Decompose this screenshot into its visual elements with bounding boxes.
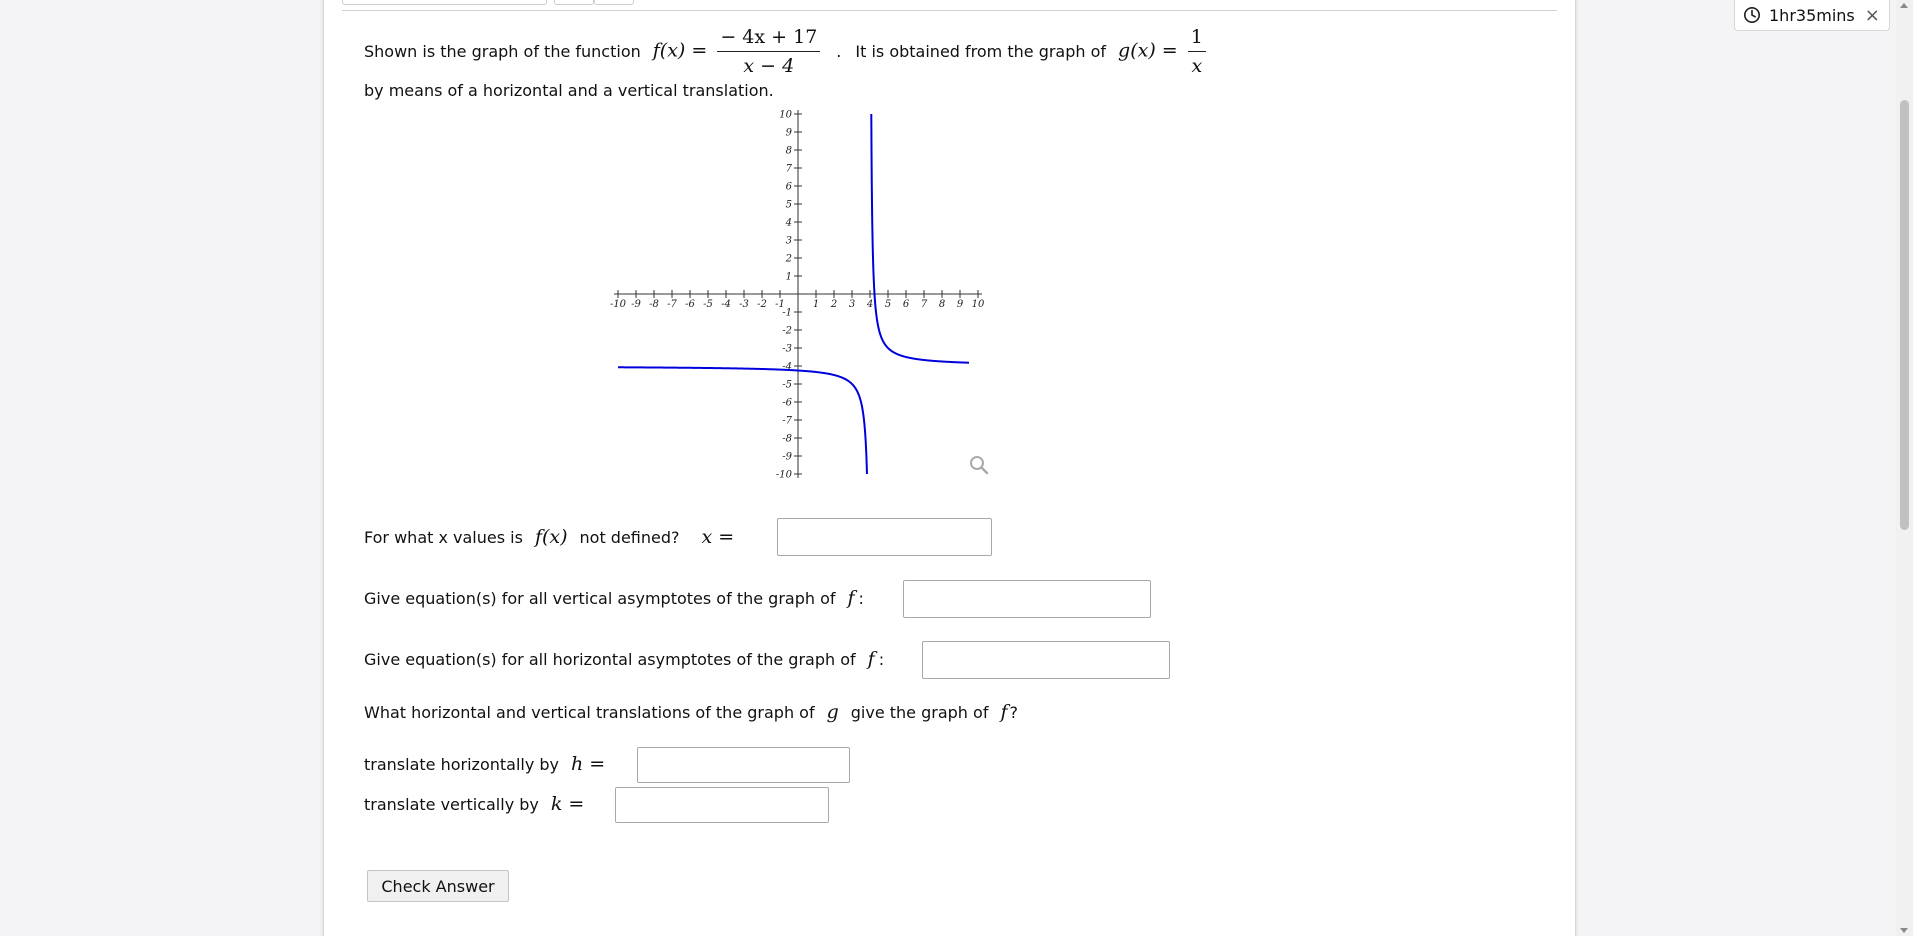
curve-left-branch <box>618 367 867 474</box>
q4-text1: What horizontal and vertical translations of the graph of <box>364 702 815 722</box>
close-icon[interactable]: × <box>1864 4 1880 26</box>
tab-stub-right <box>594 0 634 5</box>
timer-widget <box>1734 0 1890 31</box>
y-tick-label: 3 <box>785 235 792 247</box>
y-tick-label: -7 <box>782 415 792 427</box>
f-denominator: x − 4 <box>743 55 795 77</box>
x-tick-label: 2 <box>830 299 838 310</box>
y-tick-label: -4 <box>782 361 792 373</box>
x-tick-label: 9 <box>956 299 964 310</box>
page-scrollbar[interactable] <box>1896 0 1913 936</box>
y-tick-label: -5 <box>782 379 792 391</box>
y-tick-label: -1 <box>782 307 792 319</box>
x-tick-label: -3 <box>739 299 749 310</box>
q3-f: f <box>867 648 875 670</box>
q1-f-expr: f(x) <box>534 526 568 548</box>
f-fraction <box>717 26 820 77</box>
clock-icon <box>1743 6 1761 24</box>
vertical-asymptote-input[interactable] <box>903 580 1151 618</box>
x-tick-label: 6 <box>902 299 910 310</box>
y-tick-label: -9 <box>782 451 792 463</box>
g-denominator: x <box>1191 55 1203 77</box>
x-tick-label: 10 <box>971 299 985 310</box>
h-var: h = <box>571 753 606 775</box>
q4-line <box>364 701 1018 723</box>
magnifier-icon[interactable] <box>967 453 991 477</box>
y-tick-label: 6 <box>785 181 792 193</box>
x-tick-label: -4 <box>721 299 731 310</box>
k-var: k = <box>550 793 585 815</box>
y-tick-label: -6 <box>782 397 792 409</box>
intro-shown-text: Shown is the graph of the function <box>364 42 641 61</box>
x-tick-label: -7 <box>667 299 677 310</box>
x-tick-label: -5 <box>703 299 713 310</box>
y-tick-label: 5 <box>785 199 792 211</box>
q3-line <box>364 648 884 670</box>
g-numerator: 1 <box>1188 26 1206 52</box>
axis-tick-labels <box>610 110 985 481</box>
g-fraction <box>1188 26 1206 77</box>
intro-period: . <box>836 42 842 61</box>
tab-stub-left <box>342 0 547 5</box>
q2-text: Give equation(s) for all vertical asymptotes of the graph of <box>364 588 836 608</box>
y-tick-label: -3 <box>782 343 792 355</box>
x-tick-label: -9 <box>631 299 641 310</box>
x-undefined-input[interactable] <box>777 518 992 556</box>
scroll-thumb[interactable] <box>1900 100 1909 530</box>
f-lhs: f(x) = <box>652 39 708 62</box>
h-row-text: translate horizontally by <box>364 754 560 774</box>
h-row <box>364 753 617 775</box>
x-tick-label: -8 <box>649 299 659 310</box>
f-definition <box>653 26 825 77</box>
q2-f: f <box>847 587 855 609</box>
q4-g: g <box>826 701 839 723</box>
x-tick-label: -10 <box>609 299 627 310</box>
function-graph <box>598 96 998 486</box>
intro-obtained-text: It is obtained from the graph of <box>855 42 1107 61</box>
y-tick-label: -2 <box>782 325 792 337</box>
y-tick-label: 1 <box>785 271 792 283</box>
x-tick-label: 7 <box>920 299 928 310</box>
y-tick-label: -8 <box>782 433 792 445</box>
x-tick-label: 3 <box>848 299 856 310</box>
scroll-up-arrow[interactable] <box>1900 3 1908 8</box>
f-numerator: − 4x + 17 <box>717 26 820 52</box>
axis-ticks <box>614 110 982 478</box>
y-tick-label: 10 <box>779 109 792 121</box>
x-tick-label: -2 <box>757 299 767 310</box>
q1-x-eq: x = <box>701 526 735 548</box>
y-tick-label: 7 <box>785 163 792 175</box>
g-lhs: g(x) = <box>1118 39 1178 62</box>
x-tick-label: 4 <box>866 299 874 310</box>
vertical-shift-input[interactable] <box>615 787 829 823</box>
q3-colon: : <box>878 649 885 669</box>
x-tick-label: 5 <box>884 299 892 310</box>
intro-line <box>364 26 1222 77</box>
question-panel <box>323 0 1576 936</box>
q4-question-mark: ? <box>1009 702 1018 722</box>
scroll-down-arrow[interactable] <box>1900 928 1908 933</box>
y-tick-label: 4 <box>785 217 792 229</box>
horizontal-shift-input[interactable] <box>637 747 850 783</box>
y-tick-label: -10 <box>775 469 792 481</box>
y-tick-label: 9 <box>785 127 792 139</box>
q4-f: f <box>1000 701 1008 723</box>
check-answer-button[interactable]: Check Answer <box>367 870 509 902</box>
q4-text2: give the graph of <box>850 702 989 722</box>
y-tick-label: 8 <box>785 145 792 157</box>
x-tick-label: -6 <box>685 299 695 310</box>
tab-stub-mid <box>554 0 594 5</box>
k-row <box>364 793 596 815</box>
k-row-text: translate vertically by <box>364 794 539 814</box>
q1-after: not defined? <box>579 527 680 547</box>
g-definition <box>1118 26 1210 77</box>
curve-right-branch <box>871 114 969 363</box>
x-tick-label: 8 <box>938 299 946 310</box>
y-tick-label: 2 <box>785 253 792 265</box>
top-divider <box>342 10 1557 11</box>
timer-label: 1hr35mins <box>1769 5 1855 25</box>
horizontal-asymptote-input[interactable] <box>922 641 1170 679</box>
q3-text: Give equation(s) for all horizontal asymptotes of the graph of <box>364 649 856 669</box>
q1-line <box>364 526 746 548</box>
intro-line-2: by means of a horizontal and a vertical translation. <box>364 81 774 100</box>
q2-line <box>364 587 864 609</box>
x-tick-label: 1 <box>812 299 820 310</box>
q2-colon: : <box>858 588 864 608</box>
x-tick-label: -1 <box>775 299 785 310</box>
q1-before: For what x values is <box>364 527 523 547</box>
